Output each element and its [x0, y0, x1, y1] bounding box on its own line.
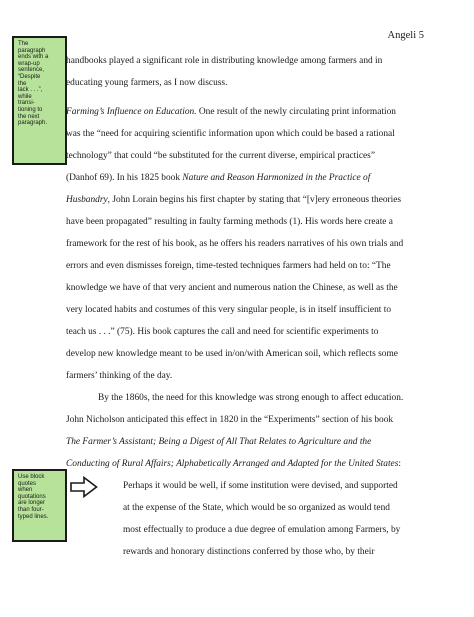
text-line: knowledge we have of that very ancient and numerous nation the Chinese, as well as the — [66, 283, 398, 293]
quote-line: rewards and honorary distinctions conferred by those who, by their — [123, 547, 375, 557]
text-line: By the 1860s, the need for this knowledge was strong enough to affect education. — [98, 393, 404, 403]
text-line — [66, 172, 370, 184]
book-title: Husbandry — [66, 195, 108, 205]
book-title: The Farmer’s Assistant; Being a Digest of All That Relates to Agriculture and the — [66, 437, 372, 447]
text-span: (Danhof 69). In his 1825 book — [66, 173, 183, 183]
text-line: technology” that could “be substituted for the current diverse, empirical practices” — [66, 151, 375, 161]
text-line — [66, 458, 401, 470]
text-line: was the “need for acquiring scientific information upon which could be based a rational — [66, 129, 395, 139]
text-line — [66, 194, 401, 206]
margin-note-text: The paragraph ends with a wrap-up sentence, “Despite the lack . . .”, while transi- tioning to the next paragraph. — [18, 41, 49, 127]
text-line — [66, 436, 371, 448]
quote-line: Perhaps it would be well, if some institution were devised, and supported — [123, 481, 398, 491]
text-span: One result of the newly circulating print information — [196, 107, 396, 117]
text-line: John Nicholson anticipated this effect in 1820 in the “Experiments” section of his book — [66, 415, 394, 425]
text-line: framework for the rest of his book, as he offers his readers narratives of his own trials and — [66, 239, 404, 249]
margin-note-paragraph-ending — [12, 36, 67, 165]
text-line: educating young farmers, as I now discuss. — [66, 78, 228, 88]
section-heading: Farming’s Influence on Education. — [66, 107, 197, 117]
right-arrow-icon — [70, 476, 98, 498]
quote-line: most effectually to produce a due degree of emulation among Farmers, by — [123, 525, 401, 535]
quote-line: at the expense of the State, which would be so organized as would tend — [123, 503, 390, 513]
page-number: Angeli 5 — [387, 30, 424, 41]
margin-note-text: Use block quotes when quotations are longer than four- typed lines. — [18, 474, 49, 520]
book-title: Conducting of Rural Affairs; Alphabetically Arranged and Adapted for the United States — [66, 459, 399, 469]
text-line: errors and even dismisses foreign, time-tested techniques farmers had held on to: “The — [66, 261, 391, 271]
text-line: teach us . . .” (75). His book captures the call and need for scientific experiments to — [66, 327, 379, 337]
text-line: develop new knowledge meant to be used in/on/with American soil, which reflects some — [66, 349, 398, 359]
text-line: have been propagated” resulting in faulty farming methods (1). His words here create a — [66, 217, 393, 227]
text-span: : — [398, 459, 401, 469]
book-title: Nature and Reason Harmonized in the Practice of — [182, 173, 371, 183]
text-span: , John Lorain begins his first chapter by stating that “[v]ery erroneous theories — [107, 195, 402, 205]
text-line — [66, 106, 396, 118]
text-line: farmers’ thinking of the day. — [66, 371, 173, 381]
margin-note-block-quotes — [12, 469, 67, 542]
text-line: handbooks played a significant role in distributing knowledge among farmers and in — [66, 56, 383, 66]
text-line: very located habits and costumes of this very singular people, is in itself insufficient to — [66, 305, 392, 315]
